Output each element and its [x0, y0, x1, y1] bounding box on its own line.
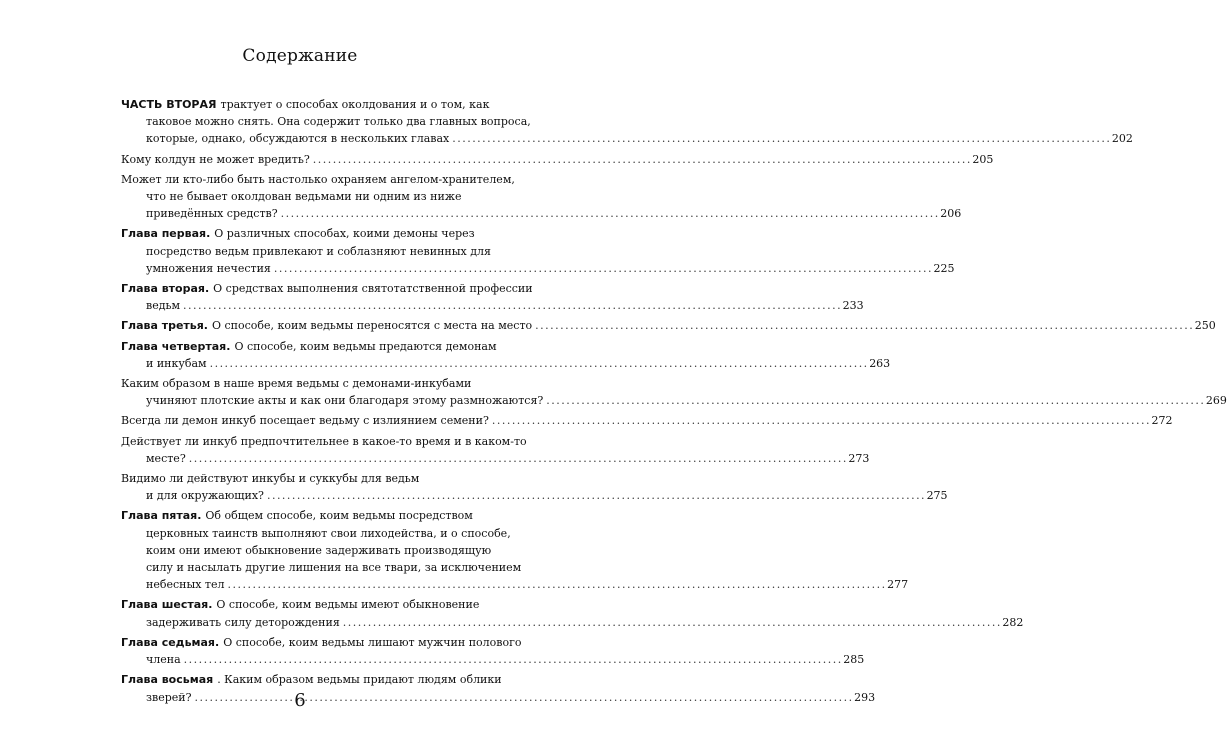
toc-entry-line — [121, 470, 495, 487]
toc-entry-text: и инкубам — [146, 356, 207, 370]
toc-entry-line — [121, 375, 495, 392]
toc-entry — [121, 317, 1216, 334]
dot-leader — [452, 130, 1109, 147]
toc-entry-line — [121, 392, 1227, 409]
dot-leader — [343, 614, 1000, 631]
page-number: 6 — [294, 690, 306, 711]
toc-entry-text: силу и насылать другие лишения на все твари, за исключением — [146, 561, 522, 575]
toc-entry-text: таковое можно снять. Она содержит только два главных вопроса, — [146, 115, 531, 129]
toc-entry-heading: ЧАСТЬ ВТОРАЯ — [121, 98, 217, 111]
toc-entry-heading: Глава вторая. — [121, 282, 210, 296]
toc-entry-text: зверей? — [146, 690, 192, 704]
toc-entry-text: . Каким образом ведьмы придают людям облики — [217, 673, 502, 687]
toc-entry-line — [121, 651, 865, 668]
toc-entry-line — [121, 96, 495, 113]
dot-leader — [184, 651, 841, 668]
toc-entry-heading: Глава восьмая — [121, 673, 214, 687]
toc-entry-line — [121, 671, 502, 688]
toc-entry-line — [121, 130, 1133, 147]
toc-entry-text: О средствах выполнения святотатственной профессии — [213, 282, 533, 296]
dot-leader — [546, 392, 1203, 409]
toc-entry — [121, 151, 994, 168]
toc-page-number: 205 — [972, 152, 994, 166]
toc-entry-text: Об общем способе, коим ведьмы посредством — [205, 509, 473, 523]
dot-leader — [183, 297, 840, 314]
dot-leader — [189, 450, 846, 467]
toc-page-number: 225 — [933, 261, 955, 275]
toc-entry-line — [121, 433, 527, 450]
toc-entry-line — [121, 171, 515, 188]
toc-entry — [121, 507, 909, 593]
dot-leader — [535, 317, 1192, 334]
toc-entry-text: учиняют плотские акты и как они благодаря этому размножаются? — [146, 394, 544, 408]
toc-entry-line — [121, 355, 891, 372]
toc-entry — [121, 470, 948, 504]
toc-entry-text: которые, однако, обсуждаются в нескольких главах — [146, 132, 450, 146]
toc-entry-line — [121, 507, 495, 524]
toc-page-number: 263 — [869, 356, 891, 370]
toc-page-number: 206 — [940, 207, 962, 221]
toc-page-number: 272 — [1151, 414, 1173, 428]
toc-entry-line — [121, 559, 522, 576]
toc-entry — [121, 338, 891, 372]
toc-page-number: 282 — [1002, 615, 1024, 629]
toc-entry — [121, 433, 870, 467]
toc-page-number: 202 — [1111, 132, 1133, 146]
toc-entry-text: ведьм — [146, 299, 181, 313]
toc-entry-text: умножения нечестия — [146, 261, 271, 275]
toc-page-number: 277 — [887, 578, 909, 592]
toc-entry-text: трактует о способах околдования и о том, как — [220, 98, 490, 111]
toc-entry-text: коим они имеют обыкновение задерживать производящую — [146, 543, 492, 557]
dot-leader — [313, 151, 970, 168]
toc-entry-text: посредство ведьм привлекают и соблазняют невинных для — [146, 244, 491, 258]
toc-entry-line — [121, 614, 1024, 631]
toc-entry-heading: Глава шестая. — [121, 598, 213, 612]
toc-entry-text: О различных способах, коими демоны через — [214, 227, 475, 241]
toc-entry-heading: Глава пятая. — [121, 509, 202, 523]
toc-entry-text: О способе, коим ведьмы лишают мужчин полового — [223, 635, 522, 649]
toc-entry — [121, 596, 1024, 630]
toc-entry-text: что не бывает околдован ведьмами ни одним из ниже — [146, 190, 462, 204]
toc-entry-text: и для окружающих? — [146, 489, 264, 503]
toc-entry-heading: Глава четвертая. — [121, 339, 231, 353]
toc-entry-text: О способе, коим ведьмы предаются демонам — [234, 339, 497, 353]
toc-entry-text: Действует ли инкуб предпочтительнее в какое-то время и в каком-то — [121, 434, 527, 448]
dot-leader — [492, 412, 1149, 429]
page-title: Содержание — [242, 46, 358, 66]
toc-entry-text: церковных таинств выполняют свои лиходейства, и о способе, — [146, 526, 511, 540]
toc-entry-text: члена — [146, 653, 181, 667]
toc-entry-line — [121, 338, 495, 355]
dot-leader — [210, 355, 867, 372]
dot-leader — [281, 205, 938, 222]
toc-entry-text: Может ли кто-либо быть настолько охраняем ангелом-хранителем, — [121, 172, 515, 186]
toc-entry — [121, 96, 1133, 148]
toc-entry-line — [121, 596, 495, 613]
toc-page-number: 233 — [842, 299, 864, 313]
toc-page-number: 269 — [1205, 394, 1227, 408]
toc-entry-line — [121, 205, 962, 222]
toc-entry-line — [121, 317, 1216, 334]
toc-entry-text: Всегда ли демон инкуб посещает ведьму с излиянием семени? — [121, 414, 489, 428]
toc-entry-line — [121, 634, 522, 651]
dot-leader — [228, 576, 885, 593]
toc-entry-line — [121, 487, 948, 504]
toc-entry — [121, 412, 1173, 429]
toc-page-number: 273 — [848, 451, 870, 465]
toc-entry-line — [121, 450, 870, 467]
toc-entry — [121, 280, 864, 314]
toc-entry-text: задерживать силу деторождения — [146, 615, 340, 629]
toc-entry-line — [121, 525, 511, 542]
toc-entry-line — [121, 260, 955, 277]
toc-entry-line — [121, 280, 533, 297]
toc-entry — [121, 375, 1227, 409]
toc-entry-line — [121, 243, 495, 260]
toc-entry-line — [121, 188, 495, 205]
dot-leader — [274, 260, 931, 277]
toc-entry-text: О способе, коим ведьмы имеют обыкновение — [216, 598, 480, 612]
toc-entry-text: небесных тел — [146, 578, 225, 592]
toc-entry-heading: Глава первая. — [121, 227, 211, 241]
toc-entry-line — [121, 297, 864, 314]
dot-leader — [267, 487, 924, 504]
toc-page-number: 285 — [843, 653, 865, 667]
toc-entry — [121, 225, 955, 277]
toc-entry-text: приведённых средств? — [146, 207, 278, 221]
toc-page-number: 250 — [1194, 319, 1216, 333]
toc-entry-heading: Глава третья. — [121, 319, 208, 333]
toc-entry-heading: Глава седьмая. — [121, 635, 220, 649]
toc-entry-text: месте? — [146, 451, 186, 465]
toc-entry-text: Видимо ли действуют инкубы и суккубы для ведьм — [121, 472, 420, 486]
toc-entry-line — [121, 225, 495, 242]
toc-entry-line — [121, 576, 909, 593]
toc-page-number: 275 — [926, 489, 948, 503]
toc-entry-text: О способе, коим ведьмы переносятся с места на место — [212, 319, 533, 333]
toc-entry — [121, 171, 962, 223]
toc-page-number: 293 — [854, 690, 876, 704]
toc-entry-line — [121, 412, 1173, 429]
table-of-contents — [121, 96, 1227, 709]
toc-entry-text: Кому колдун не может вредить? — [121, 152, 310, 166]
toc-entry — [121, 634, 865, 668]
toc-entry-line — [121, 151, 994, 168]
toc-entry-text: Каким образом в наше время ведьмы с демонами-инкубами — [121, 377, 472, 391]
toc-entry-line — [121, 113, 531, 130]
toc-entry-line — [121, 542, 495, 559]
